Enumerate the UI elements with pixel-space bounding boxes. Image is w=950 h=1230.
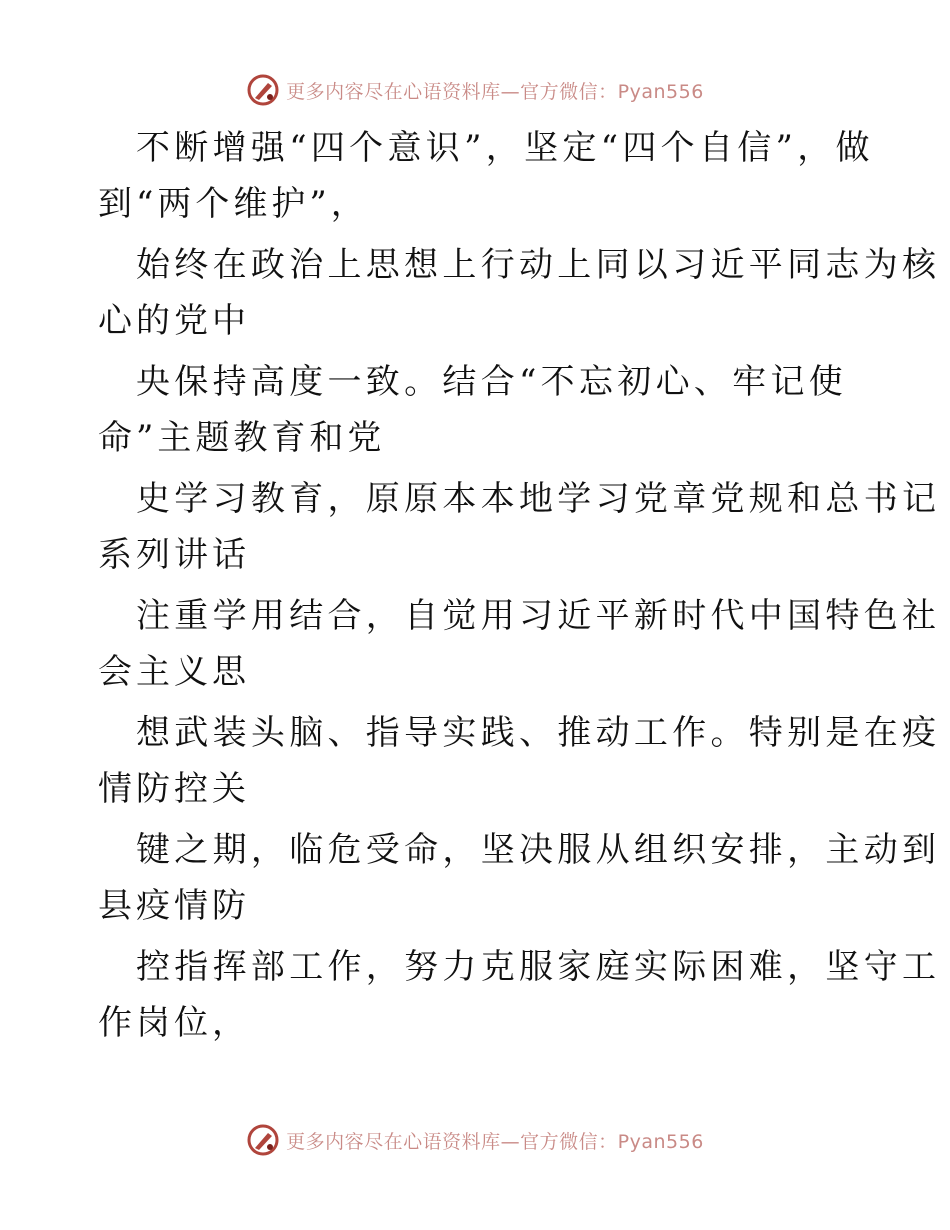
paragraph-5 (98, 596, 941, 692)
paragraph-8-line-2: 作岗位， (98, 1003, 250, 1043)
paragraph-6 (98, 713, 941, 809)
paragraph-2 (98, 245, 941, 341)
paragraph-3-line-1: 央保持高度一致。结合“不忘初心、牢记使 (136, 362, 848, 402)
paragraph-4 (98, 479, 941, 575)
paragraph-1 (98, 128, 874, 224)
paragraph-7-line-2: 县疫情防 (98, 886, 250, 926)
paragraph-7 (98, 830, 941, 926)
paragraph-6-line-2: 情防控关 (98, 769, 250, 809)
paragraph-2-line-2: 心的党中 (98, 301, 250, 341)
paragraph-4-line-2: 系列讲话 (98, 535, 250, 575)
paragraph-5-line-2: 会主义思 (98, 652, 250, 692)
watermark-text: 更多内容尽在心语资料库—官方微信：Pyan556 (286, 1130, 704, 1153)
paragraph-3 (98, 362, 858, 458)
paragraph-1-line-2: 到“两个维护”， (98, 184, 369, 224)
paragraph-2-line-1: 始终在政治上思想上行动上同以习近平同志为核 (136, 245, 941, 285)
paragraph-1-line-1: 不断增强“四个意识”，坚定“四个自信”，做 (136, 128, 874, 168)
paragraph-6-line-1: 想武装头脑、指导实践、推动工作。特别是在疫 (136, 713, 941, 753)
pen-seal-icon (246, 1123, 280, 1157)
paragraph-3-line-2: 命”主题教育和党 (98, 418, 386, 458)
footer-watermark (0, 1120, 950, 1160)
paragraph-5-line-1: 注重学用结合，自觉用习近平新时代中国特色社 (136, 596, 941, 636)
paragraph-8 (98, 947, 941, 1043)
paragraph-4-line-1: 史学习教育，原原本本地学习党章党规和总书记 (136, 479, 941, 519)
paragraph-8-line-1: 控指挥部工作，努力克服家庭实际困难，坚守工 (136, 947, 941, 987)
paragraph-7-line-1: 键之期，临危受命，坚决服从组织安排，主动到 (136, 830, 941, 870)
watermark-text: 更多内容尽在心语资料库—官方微信：Pyan556 (286, 80, 704, 103)
